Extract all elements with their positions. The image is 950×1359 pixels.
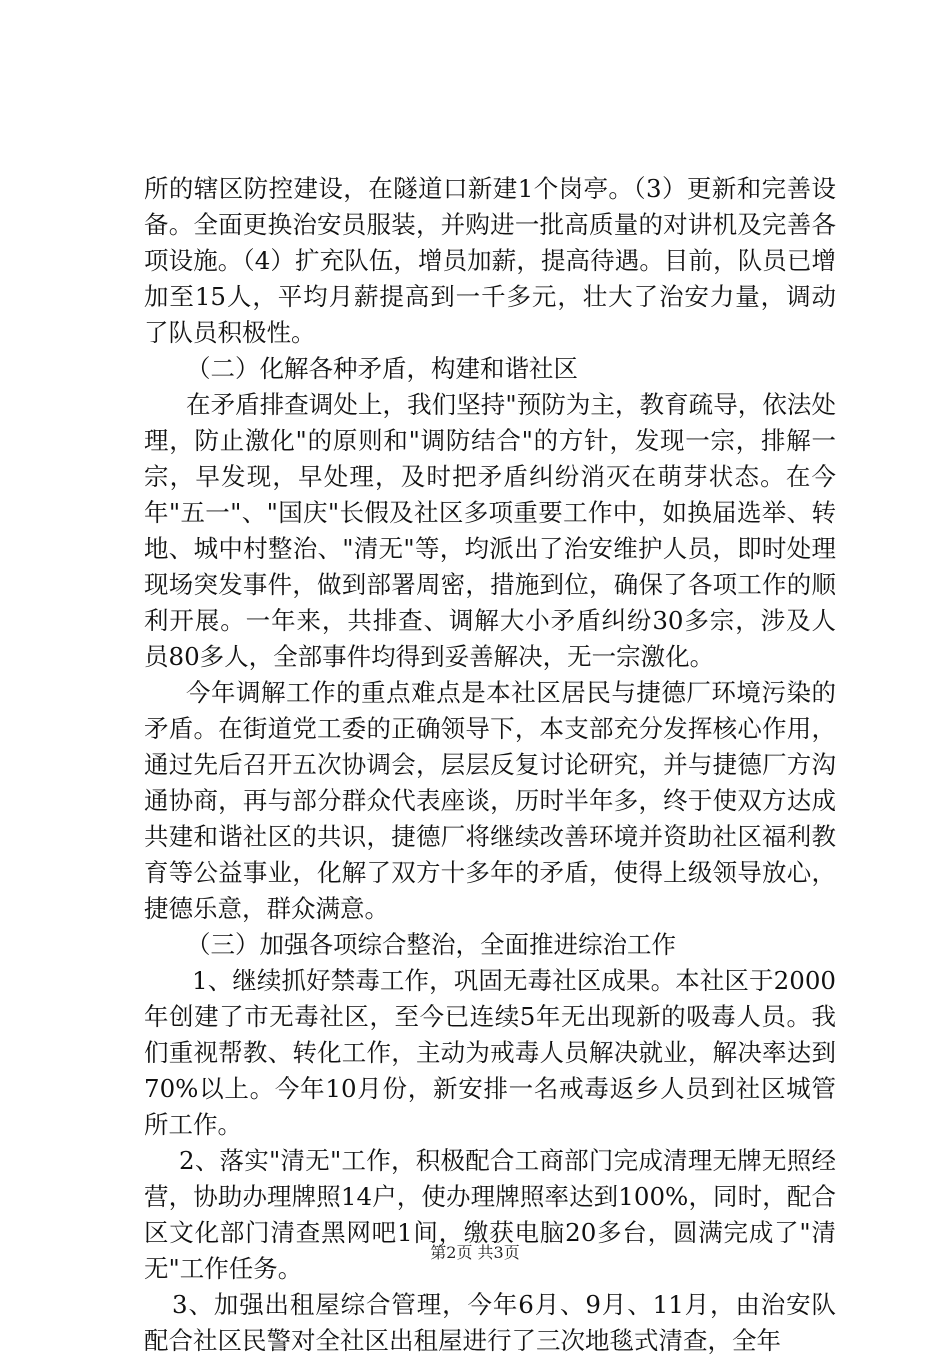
page-number-footer: 第2页 共3页 bbox=[430, 1243, 520, 1262]
document-body bbox=[144, 171, 836, 1359]
paragraph-anti-drug: 1、继续抓好禁毒工作，巩固无毒社区成果。本社区于2000年创建了市无毒社区，至今已连续5年无出现新的吸毒人员。我们重视帮教、转化工作，主动为戒毒人员解决就业，解决率达到70%以上。今年10月份，新安排一名戒毒返乡人员到社区城管所工作。 bbox=[144, 966, 836, 1139]
paragraph-pollution-dispute: 今年调解工作的重点难点是本社区居民与捷德厂环境污染的矛盾。在街道党工委的正确领导下，本支部充分发挥核心作用，通过先后召开五次协调会，层层反复讨论研究，并与捷德厂方沟通协商，再与部分群众代表座谈，历时半年多，终于使双方达成共建和谐社区的共识，捷德厂将继续改善环境并资助社区福利教育等公益事业，化解了双方十多年的矛盾，使得上级领导放心，捷德乐意，群众满意。 bbox=[144, 678, 836, 923]
section-heading-2: （二）化解各种矛盾，构建和谐社区 bbox=[186, 354, 578, 383]
paragraph-qingwu: 2、落实"清无"工作，积极配合工商部门完成清理无牌无照经营，协助办理牌照14户，使办理牌照率达到100%，同时，配合区文化部门清查黑网吧1间，缴获电脑20多台，圆满完成了"清无"工作任务。 bbox=[144, 1146, 836, 1283]
section-heading-3: （三）加强各项综合整治，全面推进综治工作 bbox=[186, 930, 676, 959]
paragraph-dispute-mediation: 在矛盾排查调处上，我们坚持"预防为主，教育疏导，依法处理，防止激化"的原则和"调防结合"的方针，发现一宗，排解一宗，早发现，早处理，及时把矛盾纠纷消灭在萌芽状态。在今年"五一"、"国庆"长假及社区多项重要工作中，如换届选举、转地、城中村整治、"清无"等，均派出了治安维护人员，即时处理现场突发事件，做到部署周密，措施到位，确保了各项工作的顺利开展。一年来，共排查、调解大小矛盾纠纷30多宗，涉及人员80多人，全部事件均得到妥善解决，无一宗激化。 bbox=[144, 390, 836, 671]
paragraph-continuation: 所的辖区防控建设，在隧道口新建1个岗亭。（3）更新和完善设备。全面更换治安员服装，并购进一批高质量的对讲机及完善各项设施。（4）扩充队伍，增员加薪，提高待遇。目前，队员已增加至15人，平均月薪提高到一千多元，壮大了治安力量，调动了队员积极性。 bbox=[144, 174, 836, 347]
paragraph-rental-housing: 3、加强出租屋综合管理，今年6月、9月、11月，由治安队配合社区民警对全社区出租屋进行了三次地毯式清查，全年 bbox=[144, 1290, 836, 1355]
